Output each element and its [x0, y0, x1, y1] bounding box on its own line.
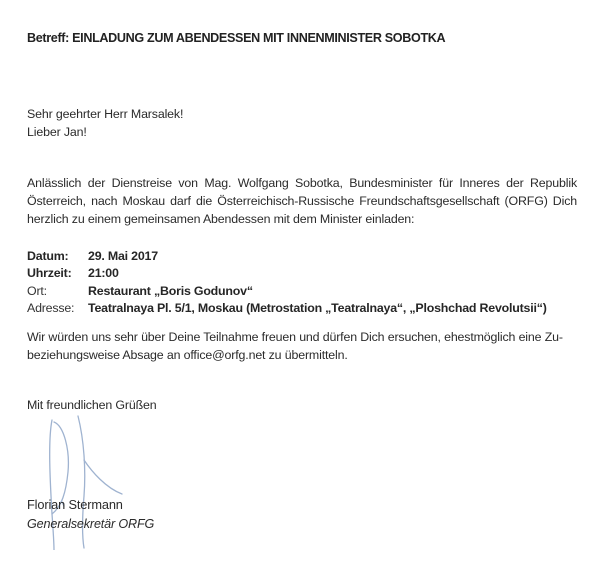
paragraph-line: beziehungsweise Absage an office@orfg.net zu übermitteln. — [27, 348, 348, 362]
sender-name: Florian Stermann — [27, 497, 123, 512]
paragraph-line: Wir würden uns sehr über Deine Teilnahme freuen und dürfen Dich ersuchen, ehestmöglich eine Zu- — [27, 330, 563, 344]
detail-row-date — [27, 248, 158, 264]
detail-label: Ort: — [27, 284, 47, 298]
detail-label: Uhrzeit: — [27, 266, 72, 280]
salutation-informal: Lieber Jan! — [27, 125, 87, 139]
paragraph-line: Österreich, nach Moskau darf die Österreichisch-Russische Freundschaftsgesellschaft (ORFG) Dich — [27, 194, 577, 208]
paragraph-line: herzlich zu einem gemeinsamen Abendessen mit dem Minister einladen: — [27, 212, 415, 226]
detail-label: Adresse: — [27, 301, 75, 315]
detail-value: 21:00 — [88, 266, 119, 280]
detail-row-address — [27, 300, 547, 316]
salutation-formal: Sehr geehrter Herr Marsalek! — [27, 107, 184, 121]
detail-row-location — [27, 283, 253, 299]
closing-regards: Mit freundlichen Grüßen — [27, 398, 157, 412]
paragraph-line: Anlässlich der Dienstreise von Mag. Wolfgang Sobotka, Bundesminister für Inneres der Republik — [27, 176, 577, 190]
detail-value: Restaurant „Boris Godunov“ — [88, 284, 253, 298]
sender-title: Generalsekretär ORFG — [27, 517, 155, 531]
detail-value: 29. Mai 2017 — [88, 249, 158, 263]
detail-label: Datum: — [27, 249, 69, 263]
detail-value: Teatralnaya Pl. 5/1, Moskau (Metrostation „Teatralnaya“, „Ploshchad Revolutsii“) — [88, 301, 547, 315]
subject-line: Betreff: EINLADUNG ZUM ABENDESSEN MIT INNENMINISTER SOBOTKA — [27, 31, 446, 45]
detail-row-time — [27, 265, 119, 281]
